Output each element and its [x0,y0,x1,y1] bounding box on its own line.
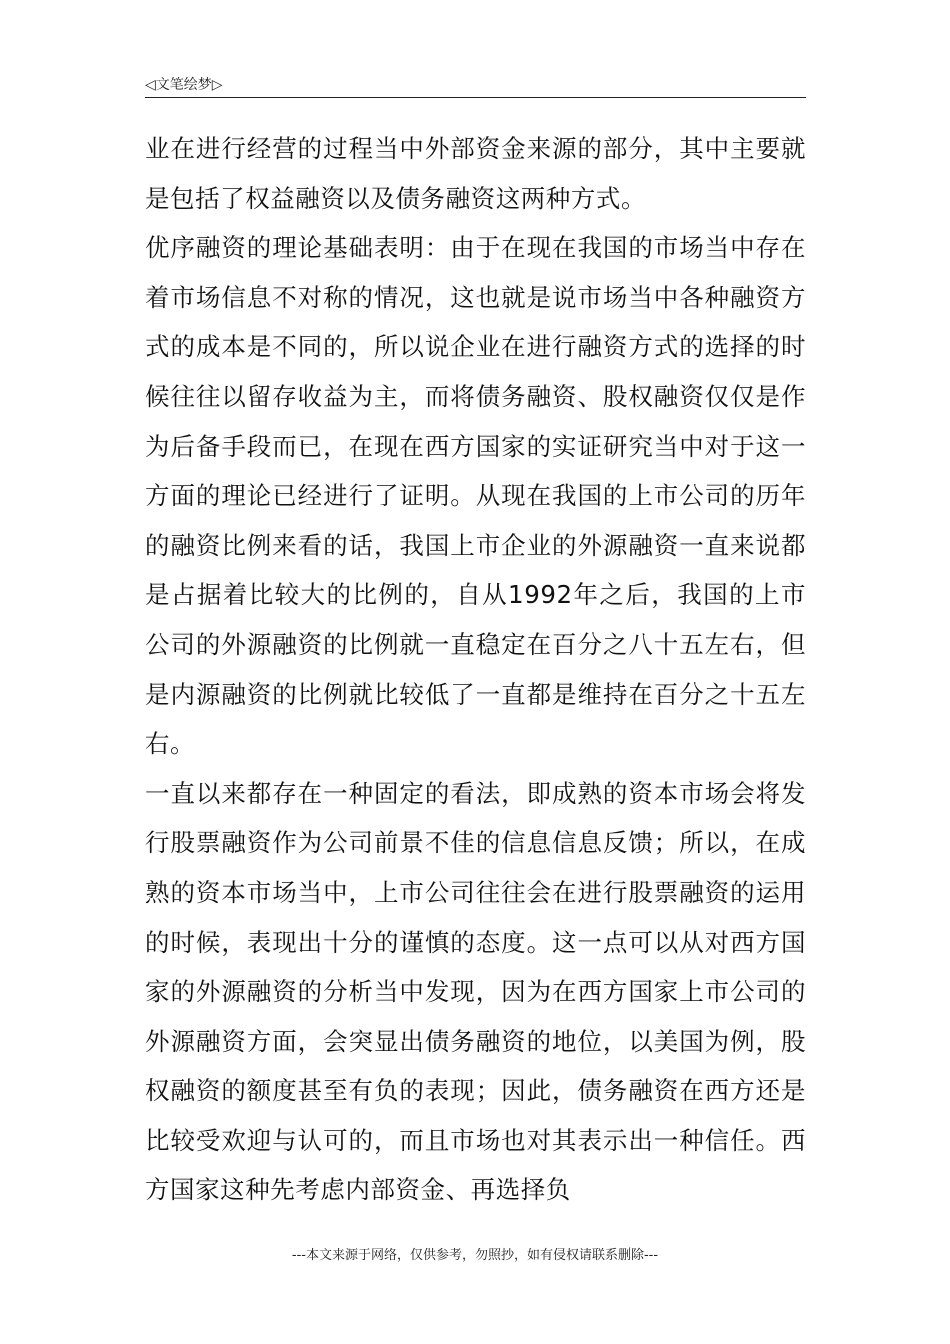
document-body [145,124,806,1215]
paragraph-3: 一直以来都存在一种固定的看法，即成熟的资本市场会将发行股票融资作为公司前景不佳的信息信息反馈；所以，在成熟的资本市场当中，上市公司往往会在进行股票融资的运用的时候，表现出十分的谨慎的态度。这一点可以从对西方国家的外源融资的分析当中发现，因为在西方国家上市公司的外源融资方面，会突显出债务融资的地位，以美国为例，股权融资的额度甚至有负的表现；因此，债务融资在西方还是比较受欢迎与认可的，而且市场也对其表示出一种信任。西方国家这种先考虑内部资金、再选择负 [145,778,806,1205]
header-logo: ◁文笔绘梦▷ [145,77,223,93]
paragraph-2: 优序融资的理论基础表明：由于在现在我国的市场当中存在着市场信息不对称的情况，这也就是说市场当中各种融资方式的成本是不同的，所以说企业在进行融资方式的选择的时候往往以留存收益为主，而将债务融资、股权融资仅仅是作为后备手段而已，在现在西方国家的实证研究当中对于这一方面的理论已经进行了证明。从现在我国的上市公司的历年的融资比例来看的话，我国上市企业的外源融资一直来说都是占据着比较大的比例的，自从1992年之后，我国的上市公司的外源融资的比例就一直稳定在百分之八十五左右，但是内源融资的比例就比较低了一直都是维持在百分之十五左右。 [145,233,806,759]
footer-notice: ---本文来源于网络，仅供参考，勿照抄，如有侵权请联系删除--- [291,1248,659,1263]
paragraph-1: 业在进行经营的过程当中外部资金来源的部分，其中主要就是包括了权益融资以及债务融资这两种方式。 [145,134,806,213]
header-divider [145,97,806,98]
